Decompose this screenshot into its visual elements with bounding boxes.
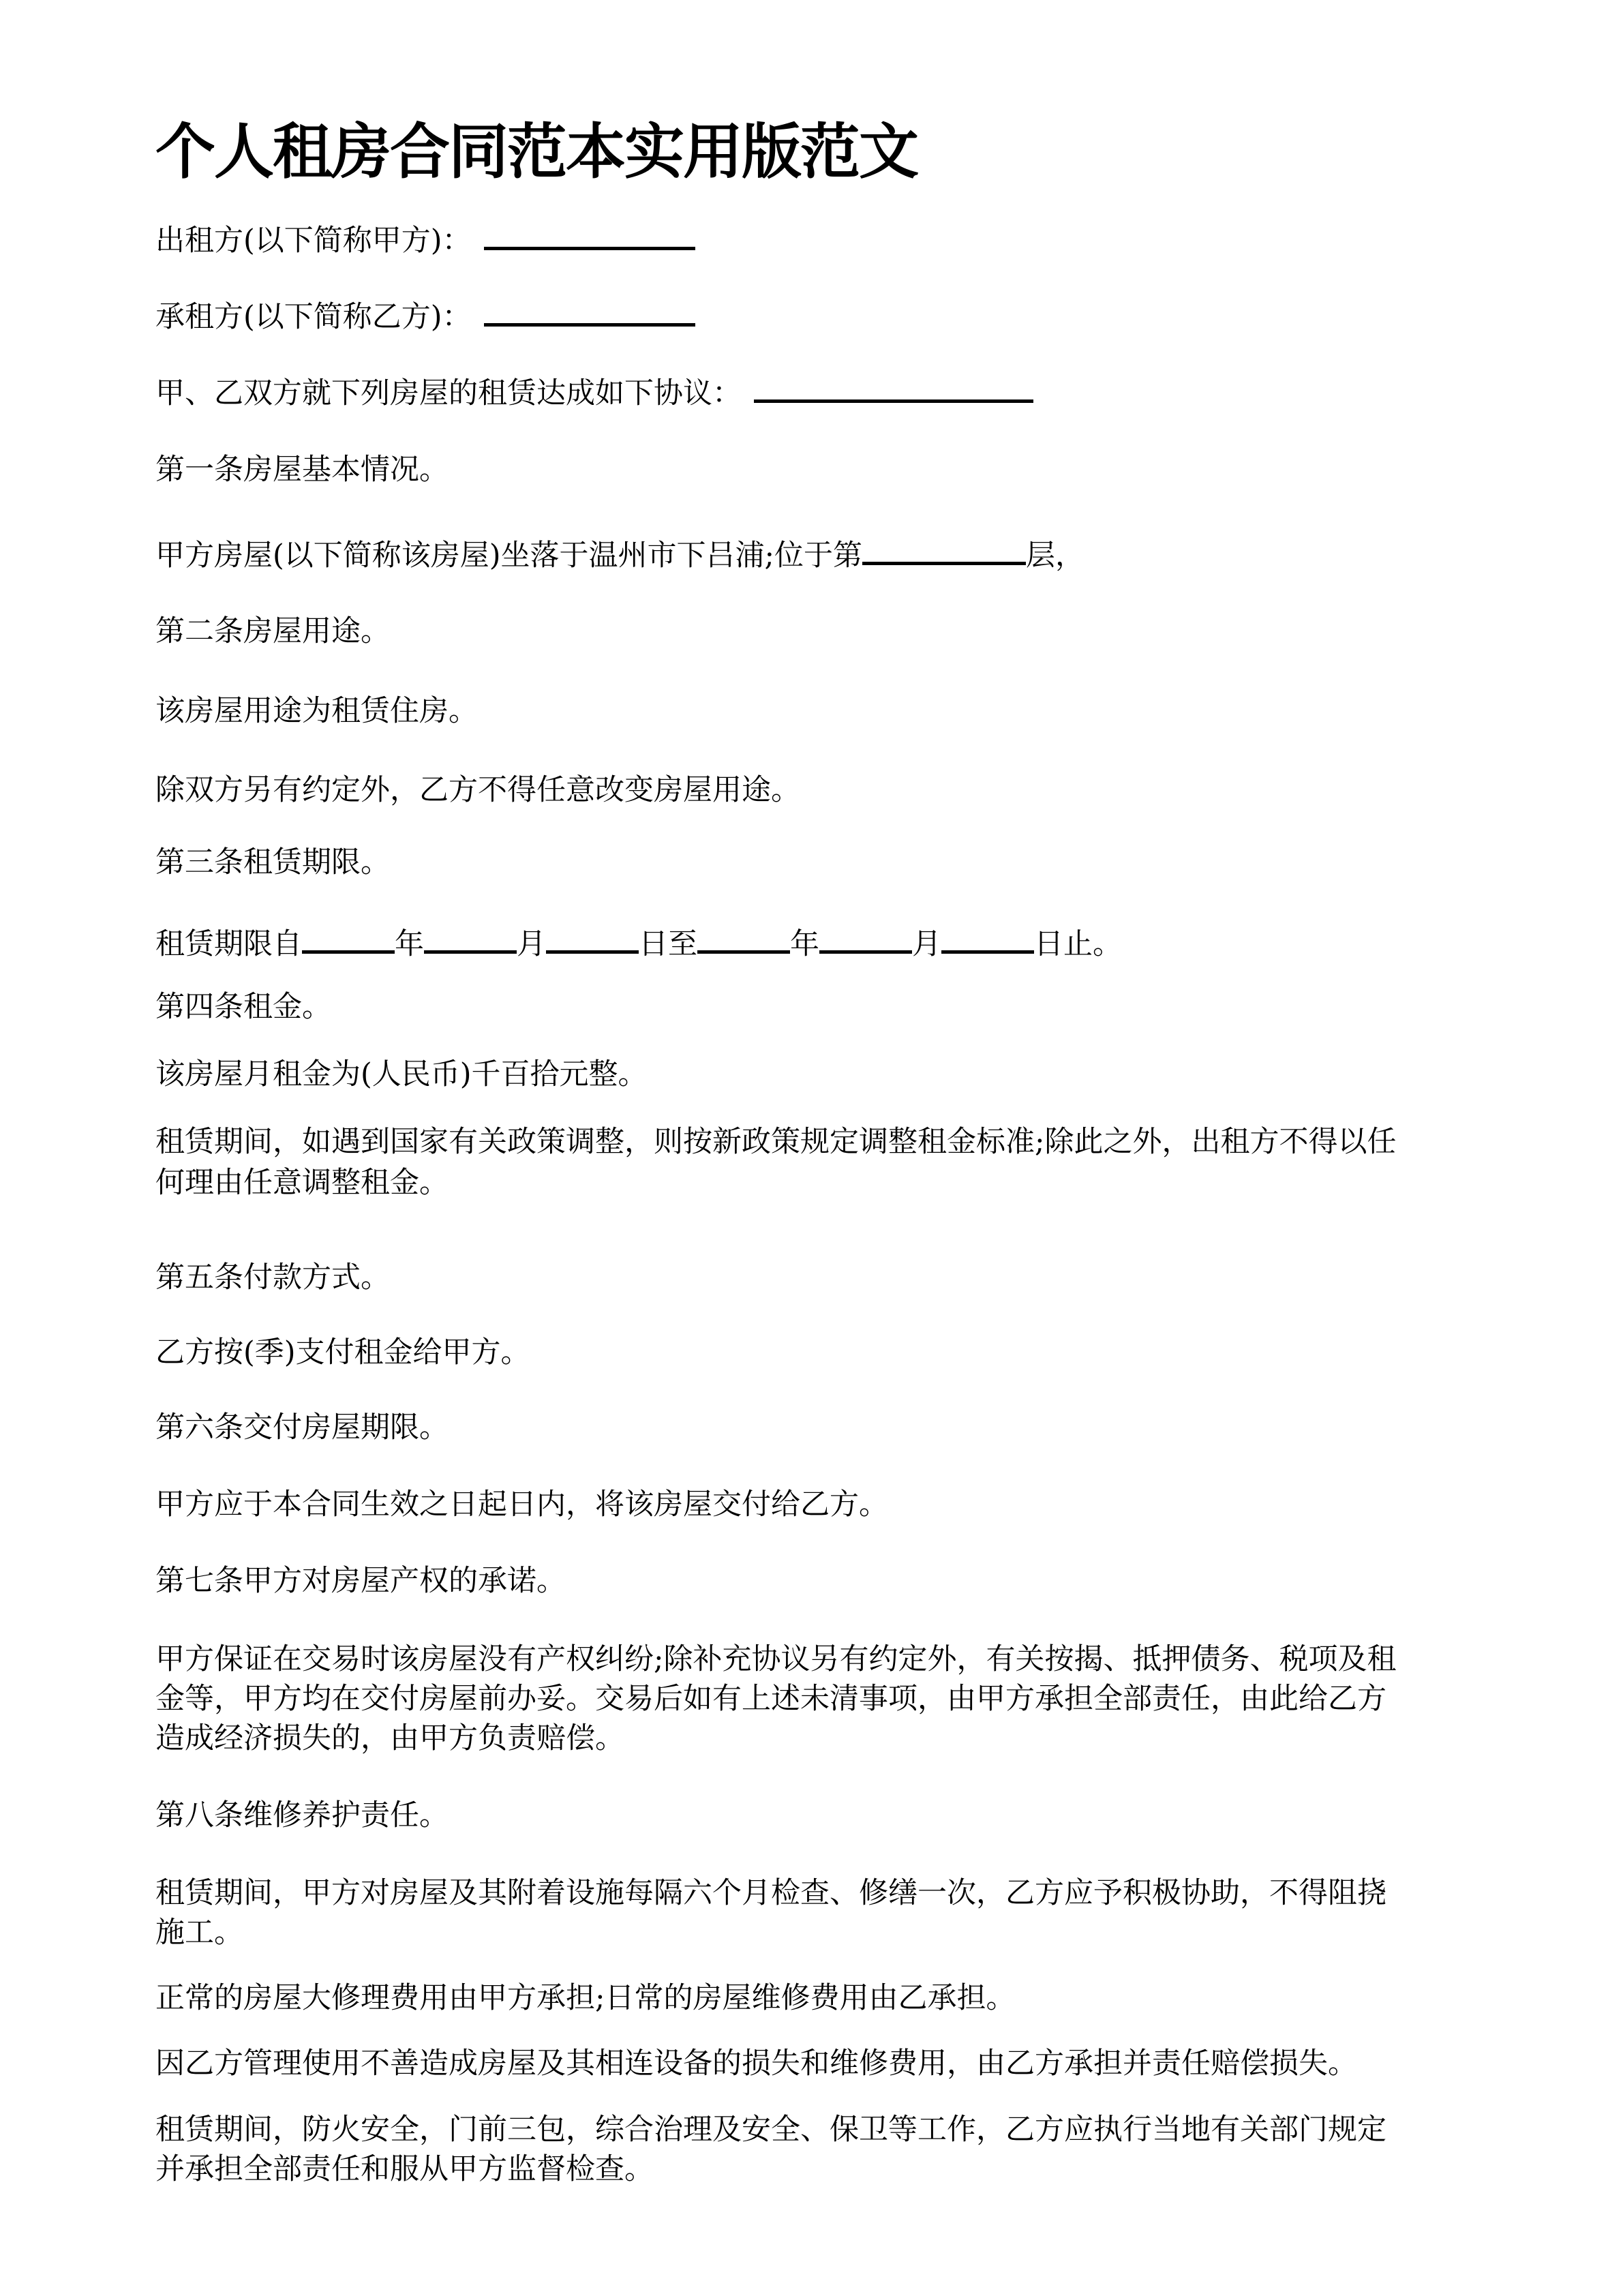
article-8-p1-line-1: 租赁期间，甲方对房屋及其附着设施每隔六个月检查、修缮一次，乙方应予积极协助，不得阻挠 <box>155 1876 1386 1910</box>
article-1-heading: 第一条房屋基本情况。 <box>155 453 449 487</box>
agreement-line <box>155 369 1512 413</box>
article-5-heading: 第五条付款方式。 <box>155 1260 390 1295</box>
article-7-line-1: 甲方保证在交易时该房屋没有产权纠纷;除补充协议另有约定外，有关按揭、抵押债务、税项及租 <box>155 1642 1397 1676</box>
article-4-heading: 第四条租金。 <box>155 990 331 1024</box>
article-6-heading: 第六条交付房屋期限。 <box>155 1410 449 1445</box>
article-8-p1-line-2: 施工。 <box>155 1916 243 1950</box>
end-day-blank[interactable] <box>941 920 1034 954</box>
term-month-2: 月 <box>912 927 941 961</box>
term-year-1: 年 <box>395 927 424 961</box>
article-8-p3: 因乙方管理使用不善造成房屋及其相连设备的损失和维修费用，由乙方承担并责任赔偿损失。 <box>155 2046 1357 2081</box>
article-7-heading: 第七条甲方对房屋产权的承诺。 <box>155 1564 566 1598</box>
article-6-text: 甲方应于本合同生效之日起日内，将该房屋交付给乙方。 <box>155 1487 888 1522</box>
article-8-heading: 第八条维修养护责任。 <box>155 1798 449 1832</box>
document-title: 个人租房合同范本实用版范文 <box>155 117 918 187</box>
article-8-p2: 正常的房屋大修理费用由甲方承担;日常的房屋维修费用由乙承担。 <box>155 1981 1016 2015</box>
article-4-text-1: 该房屋月租金为(人民币)千百拾元整。 <box>155 1057 648 1091</box>
article-8-p4-line-1: 租赁期间，防火安全，门前三包，综合治理及安全、保卫等工作，乙方应执行当地有关部门规定 <box>155 2113 1386 2147</box>
lessee-line <box>155 293 1512 337</box>
article-2-text-2: 除双方另有约定外，乙方不得任意改变房屋用途。 <box>155 773 800 807</box>
end-month-blank[interactable] <box>819 920 912 954</box>
term-day-end: 日止。 <box>1034 927 1122 961</box>
article-2-heading: 第二条房屋用途。 <box>155 614 390 648</box>
floor-blank[interactable] <box>862 532 1026 565</box>
term-prefix: 租赁期限自 <box>155 927 302 961</box>
lessor-label: 出租方(以下简称甲方)： <box>155 224 472 258</box>
start-month-blank[interactable] <box>424 920 517 954</box>
art1-text-post: 层， <box>1026 539 1085 573</box>
article-7-line-3: 造成经济损失的，由甲方负责赔偿。 <box>155 1721 624 1755</box>
start-day-blank[interactable] <box>546 920 639 954</box>
article-1-text <box>155 532 1512 575</box>
lessor-blank[interactable] <box>484 217 695 250</box>
article-8-p4-line-2: 并承担全部责任和服从甲方监督检查。 <box>155 2152 654 2186</box>
lessee-label: 承租方(以下简称乙方)： <box>155 300 472 334</box>
term-month-1: 月 <box>517 927 546 961</box>
article-7-line-2: 金等，甲方均在交付房屋前办妥。交易后如有上述未清事项，由甲方承担全部责任，由此给乙方 <box>155 1682 1386 1716</box>
article-4-text-2-line-1: 租赁期间，如遇到国家有关政策调整，则按新政策规定调整租金标准;除此之外，出租方不得以任 <box>155 1125 1397 1159</box>
article-5-text: 乙方按(季)支付租金给甲方。 <box>155 1335 530 1370</box>
article-3-term <box>155 920 1512 964</box>
agreement-blank[interactable] <box>754 369 1033 403</box>
article-3-heading: 第三条租赁期限。 <box>155 845 390 879</box>
term-day-to: 日至 <box>639 927 697 961</box>
end-year-blank[interactable] <box>697 920 790 954</box>
article-4-text-2-line-2: 何理由任意调整租金。 <box>155 1166 449 1200</box>
lessor-line <box>155 217 1512 260</box>
lessee-blank[interactable] <box>484 293 695 327</box>
start-year-blank[interactable] <box>302 920 395 954</box>
art1-text-pre: 甲方房屋(以下简称该房屋)坐落于温州市下吕浦;位于第 <box>155 539 863 573</box>
agreement-intro: 甲、乙双方就下列房屋的租赁达成如下协议： <box>155 376 742 410</box>
article-2-text-1: 该房屋用途为租赁住房。 <box>155 694 478 728</box>
term-year-2: 年 <box>790 927 819 961</box>
